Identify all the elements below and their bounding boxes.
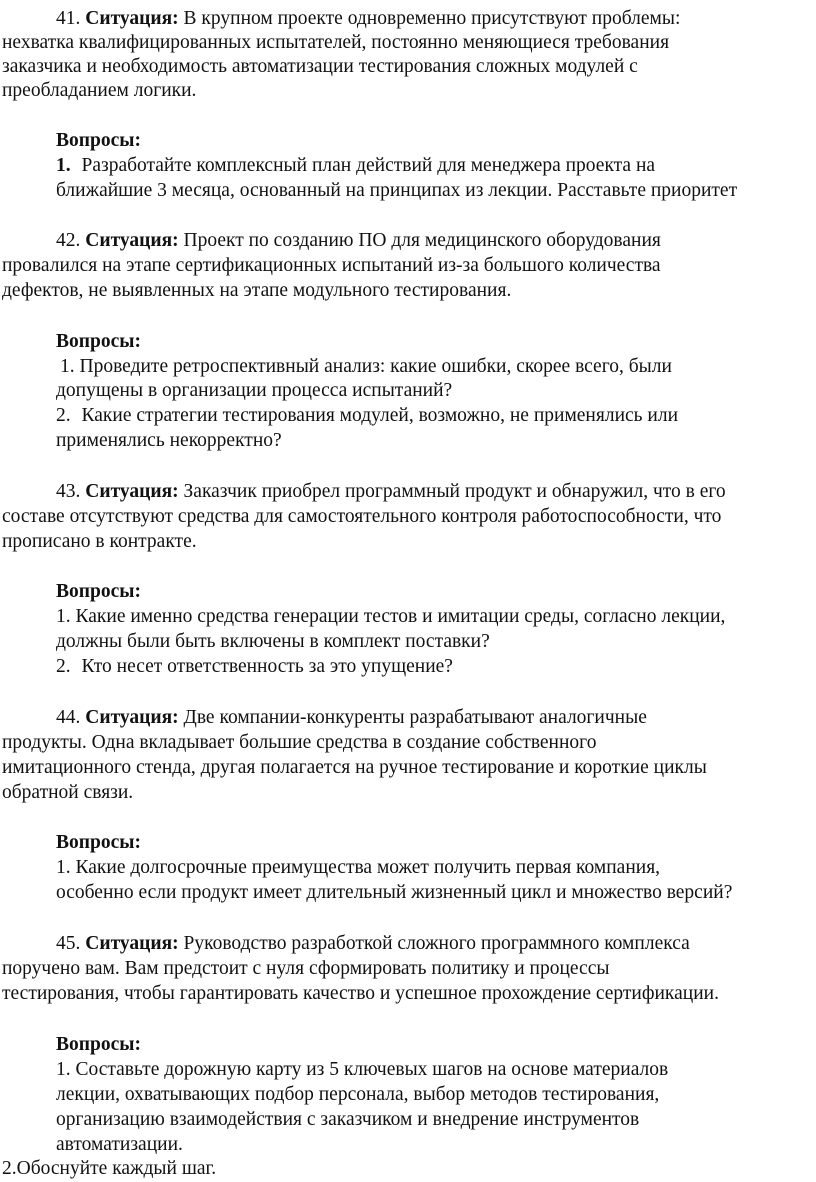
situation-42-heading	[56, 231, 661, 251]
question-number: 1.	[60, 356, 75, 377]
question-text-line: лекции, охватывающих подбор персонала, выбор методов тестирования,	[56, 1084, 660, 1105]
situation-text-line: составе отсутствуют средства для самостоятельного контроля работоспособности, что	[2, 506, 722, 527]
question-text-line: применялись некорректно?	[56, 430, 282, 451]
question-text: Составьте дорожную карту из 5 ключевых шагов на основе материалов	[75, 1059, 669, 1080]
situation-43-heading	[56, 482, 726, 502]
situation-45-heading	[56, 934, 690, 954]
situation-text-line: тестирования, чтобы гарантировать качество и успешное прохождение сертификации.	[2, 984, 719, 1004]
questions-heading	[56, 332, 141, 352]
situation-label: Ситуация:	[85, 8, 179, 29]
question-text-line: автоматизации.	[56, 1134, 183, 1155]
question-item	[56, 406, 678, 426]
situation-text: Две компании-конкуренты разрабатывают аналогичные	[183, 707, 647, 728]
situation-number: 45.	[56, 933, 81, 954]
question-text-line: особенно если продукт имеет длительный жизненный цикл и множество версий?	[56, 883, 733, 903]
question-text-line: допущены в организации процесса испытаний?	[56, 380, 453, 401]
questions-heading	[56, 131, 141, 151]
question-number: 1.	[56, 1059, 71, 1080]
situation-label: Ситуация:	[85, 481, 179, 502]
question-text: Какие долгосрочные преимущества может получить первая компания,	[75, 857, 661, 878]
situation-text-line: заказчика и необходимость автоматизации тестирования сложных модулей с	[2, 56, 638, 77]
situation-number: 43.	[56, 481, 81, 502]
situation-label: Ситуация:	[85, 933, 179, 954]
question-number: 2.	[56, 656, 71, 677]
question-number: 1.	[56, 857, 71, 878]
question-text-line: должны были быть включены в комплект поставки?	[56, 631, 490, 652]
situation-text-line: поручено вам. Вам предстоит с нуля сформировать политику и процессы	[2, 958, 610, 979]
question-item	[56, 657, 453, 677]
question-number: 2.	[2, 1158, 17, 1179]
situation-text-line: дефектов, не выявленных на этапе модульного тестирования.	[2, 280, 512, 301]
situation-label: Ситуация:	[85, 707, 179, 728]
situation-text-line: прописано в контракте.	[2, 531, 197, 552]
questions-heading-label: Вопросы:	[56, 832, 141, 853]
question-text: Разработайте комплексный план действий для менеджера проекта на	[81, 155, 656, 176]
question-text: Какие стратегии тестирования модулей, возможно, не применялись или	[81, 405, 679, 426]
question-text: Кто несет ответственность за это упущение?	[81, 656, 453, 677]
situation-number: 44.	[56, 707, 81, 728]
question-number: 1.	[56, 606, 71, 627]
questions-heading-label: Вопросы:	[56, 130, 141, 151]
situation-text-line: преобладанием логики.	[2, 80, 197, 101]
question-number: 1.	[56, 155, 71, 176]
question-text-line: организацию взаимодействия с заказчиком и внедрение инструментов	[56, 1109, 640, 1130]
question-item	[2, 1159, 216, 1179]
question-text: Обоснуйте каждый шаг.	[16, 1158, 217, 1179]
questions-heading-label: Вопросы:	[56, 581, 141, 602]
situation-text: Руководство разработкой сложного программного комплекса	[183, 933, 690, 954]
question-item	[56, 607, 725, 627]
situation-text: Проект по созданию ПО для медицинского оборудования	[183, 230, 661, 251]
situation-text: Заказчик приобрел программный продукт и обнаружил, что в его	[183, 481, 726, 502]
questions-heading	[56, 582, 141, 602]
question-item	[60, 357, 672, 377]
situation-text-line: нехватка квалифицированных испытателей, постоянно меняющиеся требования	[2, 32, 670, 53]
question-text: Какие именно средства генерации тестов и имитации среды, согласно лекции,	[75, 606, 726, 627]
situation-text-line: имитационного стенда, другая полагается на ручное тестирование и короткие циклы	[2, 757, 707, 778]
questions-heading	[56, 833, 141, 853]
question-text: Проведите ретроспективный анализ: какие ошибки, скорее всего, были	[79, 356, 672, 377]
question-text-line: ближайшие 3 месяца, основанный на принципах из лекции. Расставьте приоритет	[56, 181, 738, 201]
situation-text-line: провалился на этапе сертификационных испытаний из-за большого количества	[2, 255, 661, 276]
question-item	[56, 858, 660, 878]
questions-heading-label: Вопросы:	[56, 1034, 141, 1055]
question-item	[56, 156, 655, 176]
question-item	[56, 1060, 668, 1080]
situation-number: 41.	[56, 8, 81, 29]
situation-text-line: продукты. Одна вкладывает большие средства в создание собственного	[2, 732, 597, 753]
situation-label: Ситуация:	[85, 230, 179, 251]
questions-heading	[56, 1035, 141, 1055]
situation-number: 42.	[56, 230, 81, 251]
situation-44-heading	[56, 708, 647, 728]
situation-text-line: обратной связи.	[2, 782, 134, 803]
question-number: 2.	[56, 405, 71, 426]
situation-text: В крупном проекте одновременно присутствуют проблемы:	[183, 8, 681, 29]
questions-heading-label: Вопросы:	[56, 331, 141, 352]
situation-41-heading	[56, 9, 680, 29]
